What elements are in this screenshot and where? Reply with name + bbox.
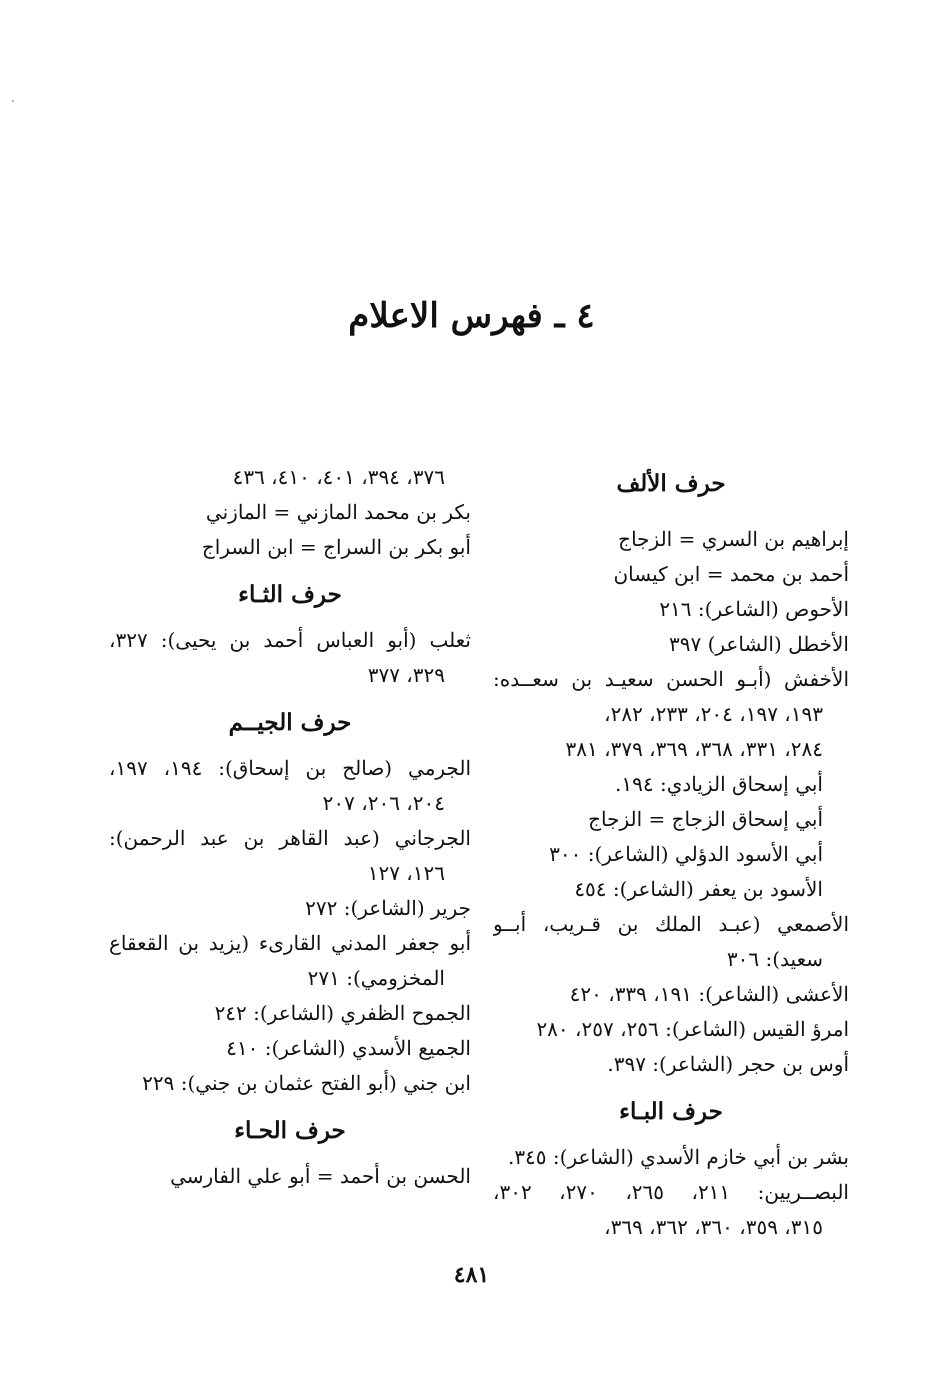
index-entry: ٣٧٦، ٣٩٤، ٤٠١، ٤١٠، ٤٣٦: [232, 465, 445, 489]
index-entry: الأسود بن يعفر (الشاعر): ٤٥٤: [574, 877, 823, 901]
page-number: ٤٨١: [453, 1262, 490, 1288]
index-entry: أبي إسحاق الزجاج = الزجاج: [588, 807, 823, 831]
index-entry: الأخفش (أبـو الحسن سعيـد بن سعــده:: [493, 667, 849, 691]
left-column: [109, 460, 471, 1194]
index-entry: ٣٢٩، ٣٧٧: [367, 663, 445, 687]
index-entry: أبي الأسود الدؤلي (الشاعر): ٣٠٠: [549, 842, 823, 866]
index-entry: سعيد): ٣٠٦: [726, 947, 823, 971]
index-entry: ١٢٦، ١٢٧: [367, 861, 445, 885]
index-entry: بكر بن محمد المازني = المازني: [205, 500, 471, 524]
index-entry: امرؤ القيس (الشاعر): ٢٥٦، ٢٥٧، ٢٨٠: [536, 1017, 849, 1041]
index-entry: ثعلب (أبو العباس أحمد بن يحيى): ٣٢٧،: [109, 628, 471, 652]
section-heading: حرف الحـاء: [234, 1117, 346, 1144]
index-entry: أوس بن حجر (الشاعر): ٣٩٧.: [607, 1052, 849, 1076]
index-entry: جرير (الشاعر): ٢٧٢: [305, 896, 471, 920]
section-heading: حرف الجيــم: [228, 709, 352, 736]
index-entry: الجرجاني (عبد القاهر بن عبد الرحمن):: [109, 826, 471, 850]
index-entry: ٢٨٤، ٣٣١، ٣٦٨، ٣٦٩، ٣٧٩، ٣٨١: [565, 737, 823, 761]
index-entry: أبو جعفر المدني القارىء (يزيد بن القعقاع: [109, 931, 471, 955]
index-entry: الحسن بن أحمد = أبو علي الفارسي: [170, 1164, 471, 1188]
index-entry: الجموح الظفري (الشاعر): ٢٤٢: [214, 1001, 471, 1025]
section-heading: حرف الثـاء: [238, 581, 342, 608]
index-entry: الأصمعي (عبـد الملك بن قـريب، أبــو: [493, 912, 849, 936]
scan-speck: [12, 100, 14, 102]
index-entry: الأخطل (الشاعر) ٣٩٧: [669, 632, 849, 656]
index-entry: الجميع الأسدي (الشاعر): ٤١٠: [226, 1036, 471, 1060]
index-entry: بشر بن أبي خازم الأسدي (الشاعر): ٣٤٥.: [507, 1145, 849, 1169]
index-entry: أبي إسحاق الزيادي: ١٩٤.: [615, 772, 823, 796]
index-entry: ابن جني (أبو الفتح عثمان بن جني): ٢٢٩: [142, 1071, 471, 1095]
page-title: ٤ ـ فهرس الاعلام: [348, 296, 595, 336]
index-entry: البصــريين: ٢١١، ٢٦٥، ٢٧٠، ٣٠٢،: [493, 1180, 849, 1204]
index-entry: الأحوص (الشاعر): ٢١٦: [659, 597, 849, 621]
section-heading: حرف الألف: [616, 470, 726, 497]
index-entry: إبراهيم بن السري = الزجاج: [618, 527, 849, 551]
index-entry: أحمد بن محمد = ابن كيسان: [613, 562, 849, 586]
index-entry: أبو بكر بن السراج = ابن السراج: [201, 535, 471, 559]
section-heading: حرف البـاء: [619, 1098, 723, 1125]
right-column: [493, 462, 849, 1245]
index-entry: المخزومي): ٢٧١: [307, 966, 445, 990]
index-entry: الأعشى (الشاعر): ١٩١، ٣٣٩، ٤٢٠: [569, 982, 849, 1006]
index-entry: ٢٠٤، ٢٠٦، ٢٠٧: [322, 791, 445, 815]
index-entry: الجرمي (صالح بن إسحاق): ١٩٤، ١٩٧،: [109, 756, 471, 780]
index-entry: ٣١٥، ٣٥٩، ٣٦٠، ٣٦٢، ٣٦٩،: [604, 1215, 823, 1239]
index-entry: ١٩٣، ١٩٧، ٢٠٤، ٢٣٣، ٢٨٢،: [604, 702, 823, 726]
